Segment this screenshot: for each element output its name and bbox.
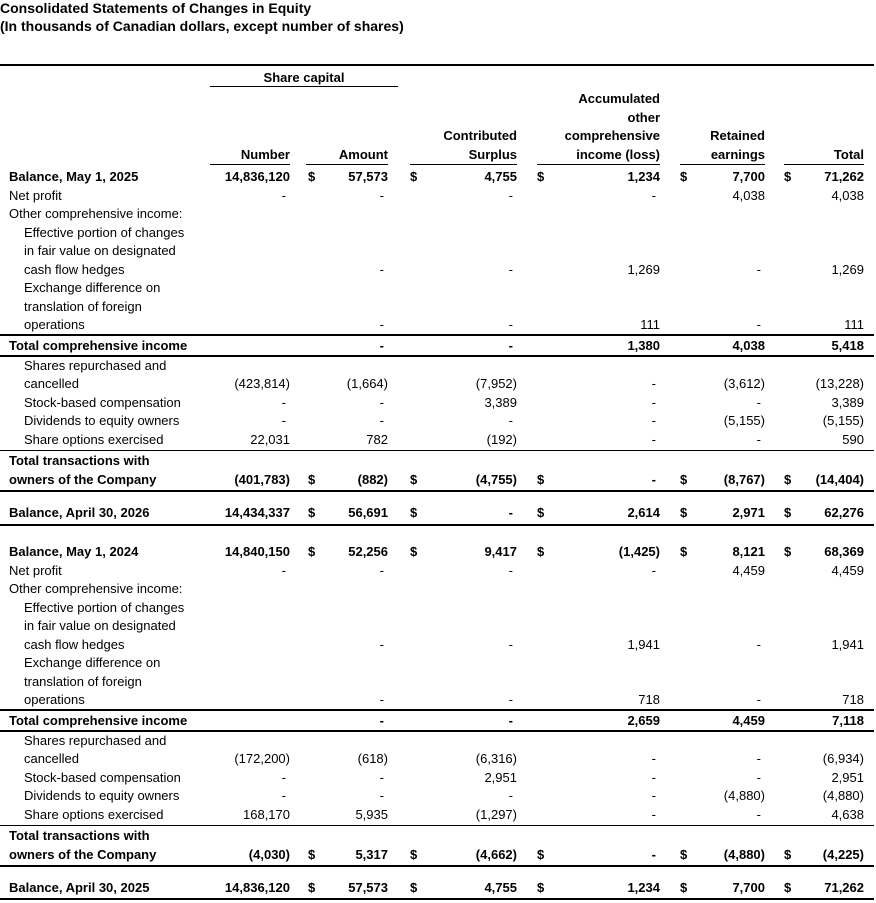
total-comprehensive-top-rule [0,334,874,336]
empty-dash: - [651,376,656,391]
total-value: (13,228) [815,376,864,391]
empty-dash: - [379,788,384,803]
currency-symbol: $ [410,471,418,487]
currency-symbol: $ [410,544,418,559]
transactions-label-1: Total transactions with [9,453,150,468]
fx-label-3: operations [24,317,85,332]
retained-value: (3,612) [723,376,765,391]
total-value: 4,038 [831,187,864,203]
empty-dash: - [756,317,761,332]
aoci-value: 2,614 [627,505,660,520]
currency-symbol: $ [410,169,418,184]
amount-value: 57,573 [348,880,388,895]
empty-dash: - [651,187,656,203]
repurchased-label-1: Shares repurchased and [24,357,167,373]
net-profit-label: Net profit [9,187,62,203]
currency-symbol: $ [537,169,545,184]
retained-value: (8,767) [723,471,765,487]
column-header-underline [210,164,290,165]
currency-symbol: $ [537,880,545,895]
contributed-value: 2,951 [484,769,517,785]
empty-dash: - [379,413,384,428]
retained-value: (5,155) [723,413,765,428]
retained-value: 4,459 [732,712,765,728]
empty-dash: - [508,712,513,728]
retained-value: 8,121 [732,544,765,559]
tci-label: Total comprehensive income [9,337,188,353]
contributed-value: (4,755) [475,471,517,487]
amount-value: 57,573 [348,169,388,184]
dividends-label: Dividends to equity owners [24,788,180,803]
currency-symbol: $ [308,505,316,520]
empty-dash: - [508,317,513,332]
contributed-value: (7,952) [475,376,517,391]
contributed-value: (192) [486,431,517,447]
amount-header: Amount [338,147,388,162]
amount-value: 52,256 [348,544,388,559]
currency-symbol: $ [784,544,792,559]
empty-dash: - [651,806,656,822]
currency-symbol: $ [784,880,792,895]
amount-value: 56,691 [348,505,388,520]
hedges-label-2: in fair value on designated [24,618,176,633]
empty-dash: - [756,806,761,822]
empty-dash: - [508,788,513,803]
amount-value: (1,664) [346,376,388,391]
transactions-label-2: owners of the Company [9,846,157,862]
aoci-value: (1,425) [618,544,660,559]
empty-dash: - [281,413,286,428]
balance-close-label: Balance, April 30, 2026 [9,505,150,520]
empty-dash: - [756,636,761,652]
total-value: 5,418 [831,337,864,353]
repurchased-label-1: Shares repurchased and [24,732,167,748]
currency-symbol: $ [308,471,316,487]
empty-dash: - [651,394,656,410]
currency-symbol: $ [680,880,688,895]
share-capital-underline [210,86,398,87]
total-value: 4,459 [831,562,864,578]
contributed-value: 9,417 [484,544,517,559]
transactions-label-2: owners of the Company [9,471,157,487]
aoci-value: 1,269 [627,261,660,277]
currency-symbol: $ [410,846,418,862]
total-value: 4,638 [831,806,864,822]
contributed-value: 4,755 [484,169,517,184]
currency-symbol: $ [537,544,545,559]
number-value: 22,031 [250,431,290,447]
aoci-value: 1,380 [627,337,660,353]
number-value: 14,840,150 [224,544,290,559]
total-header: Total [833,147,864,162]
currency-symbol: $ [680,846,688,862]
repurchased-label-2: cancelled [24,376,79,391]
empty-dash: - [379,562,384,578]
empty-dash: - [379,692,384,707]
empty-dash: - [651,846,656,862]
total-value: 111 [844,317,864,332]
retained-header-1: Retained [710,128,765,143]
retained-value: 7,700 [732,169,765,184]
balance-open-label: Balance, May 1, 2025 [9,169,139,184]
currency-symbol: $ [537,846,545,862]
total-value: 62,276 [824,505,864,520]
empty-dash: - [756,261,761,277]
retained-value: 4,038 [732,187,765,203]
fx-label-2: translation of foreign [24,673,142,689]
currency-symbol: $ [537,505,545,520]
empty-dash: - [756,692,761,707]
empty-dash: - [756,751,761,766]
empty-dash: - [281,769,286,785]
currency-symbol: $ [537,471,545,487]
statement-subtitle: (In thousands of Canadian dollars, except number of shares) [0,18,404,34]
aoci-header-1: Accumulated [578,91,660,106]
amount-value: 782 [366,431,388,447]
empty-dash: - [651,413,656,428]
currency-symbol: $ [680,169,688,184]
total-value: 2,951 [831,769,864,785]
empty-dash: - [281,788,286,803]
number-value: (4,030) [248,846,290,862]
currency-symbol: $ [308,846,316,862]
sbc-label: Stock-based compensation [24,769,181,785]
empty-dash: - [379,769,384,785]
currency-symbol: $ [784,505,792,520]
empty-dash: - [756,769,761,785]
oci-label: Other comprehensive income: [9,206,183,221]
empty-dash: - [379,261,384,277]
empty-dash: - [651,788,656,803]
number-value: 168,170 [243,806,290,822]
sbc-label: Stock-based compensation [24,394,181,410]
total-value: (4,880) [822,788,864,803]
total-value: 1,269 [831,261,864,277]
total-value: (5,155) [822,413,864,428]
retained-value: 7,700 [732,880,765,895]
contributed-value: (6,316) [475,751,517,766]
empty-dash: - [508,505,513,520]
share-capital-header: Share capital [263,70,345,85]
empty-dash: - [651,751,656,766]
currency-symbol: $ [784,471,792,487]
empty-dash: - [651,431,656,447]
hedges-label-3: cash flow hedges [24,261,125,277]
empty-dash: - [379,337,384,353]
empty-dash: - [379,712,384,728]
currency-symbol: $ [784,169,792,184]
net-profit-label: Net profit [9,562,62,578]
aoci-value: 111 [640,317,660,332]
total-comprehensive-top-rule [0,709,874,711]
number-value: (423,814) [234,376,290,391]
tci-label: Total comprehensive income [9,712,188,728]
empty-dash: - [281,187,286,203]
empty-dash: - [281,562,286,578]
column-header-underline [410,164,517,165]
currency-symbol: $ [410,505,418,520]
retained-value: 4,038 [732,337,765,353]
empty-dash: - [508,562,513,578]
contributed-value: (1,297) [475,806,517,822]
retained-header-2: earnings [710,147,765,162]
retained-value: 2,971 [732,505,765,520]
empty-dash: - [508,187,513,203]
aoci-value: 2,659 [627,712,660,728]
contributed-value: 3,389 [484,394,517,410]
empty-dash: - [651,562,656,578]
empty-dash: - [379,317,384,332]
transactions-bottom-rule [0,490,874,492]
transactions-bottom-rule [0,865,874,867]
aoci-value: 718 [638,692,660,707]
amount-value: 5,317 [355,846,388,862]
empty-dash: - [379,187,384,203]
currency-symbol: $ [308,880,316,895]
column-header-underline [306,164,388,165]
options-label: Share options exercised [24,806,164,822]
total-value: 3,389 [831,394,864,410]
aoci-value: 1,941 [627,636,660,652]
number-value: (172,200) [234,751,290,766]
empty-dash: - [508,413,513,428]
options-label: Share options exercised [24,431,164,447]
amount-value: (618) [357,751,388,766]
currency-symbol: $ [308,169,316,184]
total-value: 7,118 [832,712,864,728]
currency-symbol: $ [680,544,688,559]
empty-dash: - [508,261,513,277]
total-value: 71,262 [824,880,864,895]
total-value: 718 [842,692,864,707]
empty-dash: - [651,471,656,487]
hedges-label-2: in fair value on designated [24,243,176,258]
hedges-label-1: Effective portion of changes [24,599,185,615]
empty-dash: - [651,769,656,785]
currency-symbol: $ [680,471,688,487]
retained-value: 4,459 [732,562,765,578]
total-value: 1,941 [831,636,864,652]
empty-dash: - [756,394,761,410]
number-value: (401,783) [234,471,290,487]
aoci-header-3: comprehensive [564,128,660,143]
number-value: 14,836,120 [224,880,290,895]
total-value: (6,934) [822,751,864,766]
balance-open-label: Balance, May 1, 2024 [9,544,139,559]
dividends-label: Dividends to equity owners [24,413,180,428]
transactions-top-rule [0,825,874,826]
transactions-label-1: Total transactions with [9,828,150,843]
aoci-header-4: income (loss) [576,147,660,162]
empty-dash: - [508,692,513,707]
header-top-rule [0,64,874,66]
aoci-value: 1,234 [627,169,660,184]
statement-title: Consolidated Statements of Changes in Equity [0,0,312,16]
section-separator-rule [0,524,874,526]
number-value: 14,836,120 [224,169,290,184]
contributed-value: (4,662) [475,846,517,862]
currency-symbol: $ [410,880,418,895]
retained-value: (4,880) [723,846,765,862]
oci-label: Other comprehensive income: [9,581,183,596]
total-value: (14,404) [815,471,864,487]
amount-value: 5,935 [355,806,388,822]
empty-dash: - [281,394,286,410]
fx-label-3: operations [24,692,85,707]
aoci-value: 1,234 [627,880,660,895]
currency-symbol: $ [784,846,792,862]
column-header-underline [680,164,765,165]
empty-dash: - [379,636,384,652]
aoci-header-2: other [627,110,660,125]
fx-label-1: Exchange difference on [24,280,161,295]
empty-dash: - [756,431,761,447]
retained-value: (4,880) [723,788,765,803]
repurchased-label-2: cancelled [24,751,79,766]
total-value: (4,225) [822,846,864,862]
number-header: Number [240,147,290,162]
total-value: 71,262 [824,169,864,184]
empty-dash: - [379,394,384,410]
total-value: 68,369 [824,544,864,559]
currency-symbol: $ [680,505,688,520]
column-header-underline [784,164,864,165]
fx-label-1: Exchange difference on [24,655,161,670]
currency-symbol: $ [308,544,316,559]
column-header-underline [537,164,660,165]
contributed-header-1: Contributed [443,128,517,143]
balance-close-label: Balance, April 30, 2025 [9,880,150,895]
contributed-value: 4,755 [484,880,517,895]
empty-dash: - [508,337,513,353]
contributed-header-2: Surplus [468,147,517,162]
page-bottom-rule [0,898,874,900]
empty-dash: - [508,636,513,652]
transactions-top-rule [0,450,874,451]
fx-label-2: translation of foreign [24,298,142,314]
hedges-label-3: cash flow hedges [24,636,125,652]
amount-value: (882) [357,471,388,487]
number-value: 14,434,337 [224,505,290,520]
total-value: 590 [842,431,864,447]
hedges-label-1: Effective portion of changes [24,224,185,240]
